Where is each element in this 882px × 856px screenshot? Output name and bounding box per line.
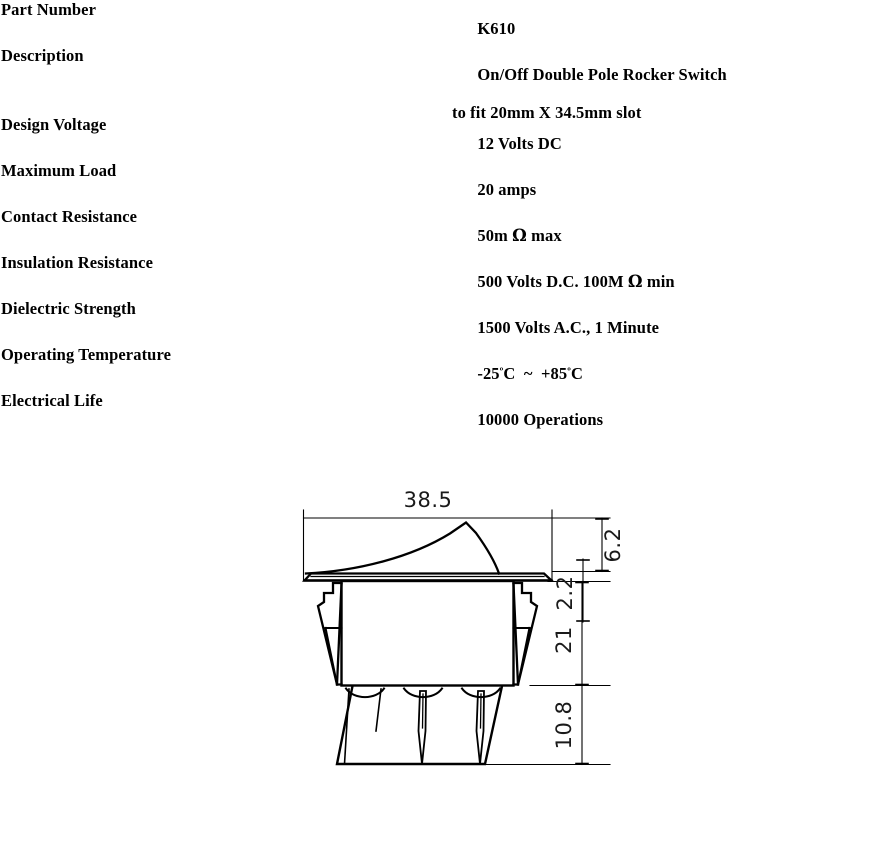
terminal-pin-2-center-line <box>423 694 424 728</box>
switch-body <box>342 581 514 686</box>
rocker-cap-profile <box>306 523 499 574</box>
spec-value-line1: $-25^ºC$ ~ $+85^ºC$ <box>477 364 583 383</box>
spec-label: Design Voltage <box>1 115 107 134</box>
spec-value-line1: 12 Volts DC <box>477 134 562 153</box>
spec-value-line1: 1500 Volts A.C., 1 Minute <box>477 318 660 337</box>
spec-value <box>452 391 603 448</box>
spec-label: Maximum Load <box>1 161 117 180</box>
spec-label: Part Number <box>1 0 97 19</box>
technical-drawing <box>280 485 630 805</box>
dimension-label-bezel-thickness: 2.2 <box>553 575 577 611</box>
spec-label: Dielectric Strength <box>1 299 136 318</box>
terminal-pin-3-center-line <box>481 694 482 728</box>
dimension-label-body-height: 21 <box>552 626 576 654</box>
spec-value-line1: 20 amps <box>477 180 537 199</box>
spec-label: Electrical Life <box>1 391 103 410</box>
spec-value-line1: 50m Ω max <box>477 226 562 245</box>
rocker-switch-drawing <box>280 485 630 805</box>
mounting-clip-right-edge <box>518 628 530 685</box>
dimension-label-cap-height: 6.2 <box>601 527 625 563</box>
dimension-label-terminal-height: 10.8 <box>552 700 576 750</box>
mounting-clip-left-edge <box>326 628 338 685</box>
spec-label: Description <box>1 46 84 65</box>
spec-value-line1: 500 Volts D.C. 100M Ω min <box>477 272 675 291</box>
spec-label: Contact Resistance <box>1 207 138 226</box>
spec-value-line2: to fit 20mm X 34.5mm slot <box>452 103 642 122</box>
spec-label: Insulation Resistance <box>1 253 153 272</box>
spec-value-line1: On/Off Double Pole Rocker Switch <box>477 65 727 84</box>
spec-value-line1: K610 <box>477 19 516 38</box>
dimension-label-width: 38.5 <box>403 488 453 512</box>
spec-value-line1: 10000 Operations <box>477 410 604 429</box>
spec-label: Operating Temperature <box>1 345 171 364</box>
